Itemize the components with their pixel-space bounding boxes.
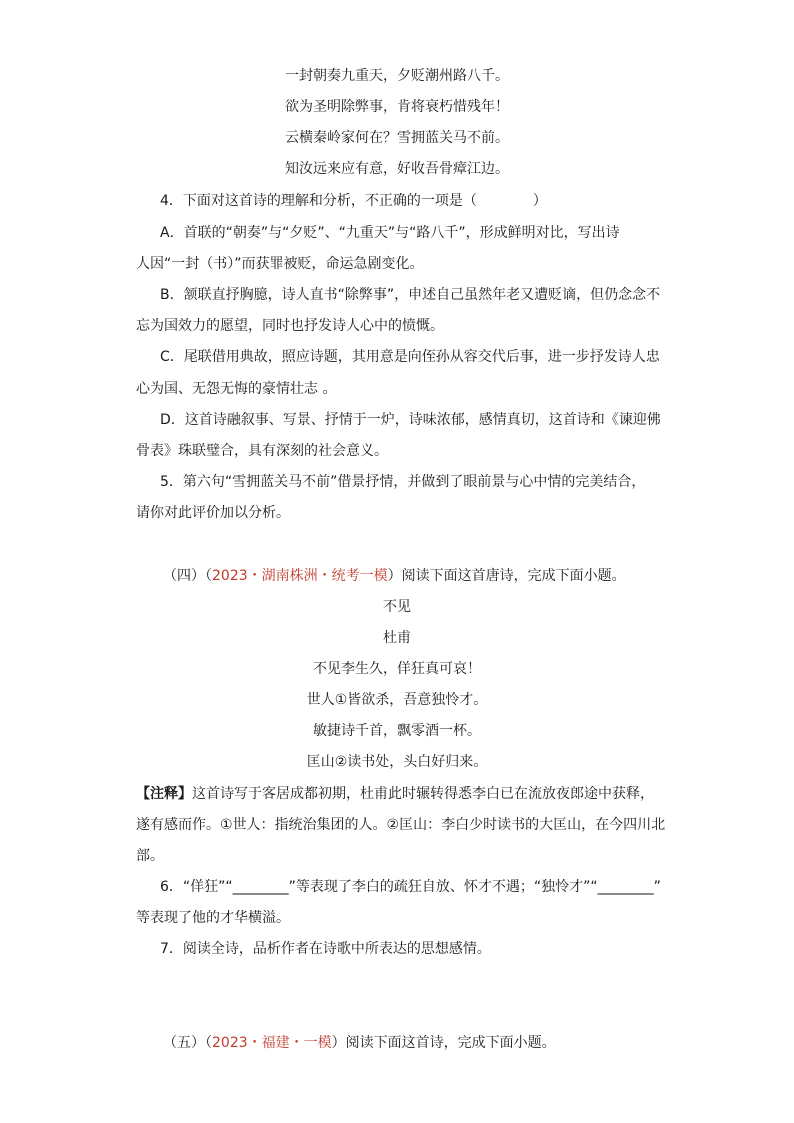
poem-title: 不见 — [383, 599, 411, 615]
section-4-header — [163, 566, 626, 586]
question-7-line1: 7．阅读全诗，品析作者在诗歌中所表达的思想感情。 — [160, 941, 491, 957]
question-6-line1: 6．“佯狂”“________”等表现了李白的疏狂自放、怀才不遇；“独怜才”“________” — [160, 879, 661, 895]
option-d-line1: D．这首诗融叙事、写景、抒情于一炉，诗味浓郁，感情真切，这首诗和《谏迎佛 — [160, 412, 661, 428]
section-4-source: 2023・湖南株洲・统考一模 — [212, 568, 388, 584]
note-text: 这首诗写于客居成都初期，杜甫此时辗转得悉李白已在流放夜郎途中获释， — [192, 786, 654, 802]
question-5-line1: 5．第六句“雪拥蓝关马不前”借景抒情，并做到了眼前景与心中情的完美结合， — [160, 474, 646, 490]
option-b-line2: 忘为国效力的愿望，同时也抒发诗人心中的愤慨。 — [136, 318, 444, 334]
poem-line: 欲为圣明除弊事，肯将衰朽惜残年！ — [285, 99, 509, 115]
option-c-line1: C．尾联借用典故，照应诗题，其用意是向侄孙从容交代后事，进一步抒发诗人忠 — [160, 349, 660, 365]
section-5-source: 2023・福建・一模 — [212, 1035, 332, 1051]
poem-line: 世人①皆欲杀，吾意独怜才。 — [306, 692, 488, 708]
poem-line: 不见李生久，佯狂真可哀！ — [313, 661, 481, 677]
section-5-prefix: （五）（ — [163, 1035, 212, 1051]
option-c-line2: 心为国、无怨无悔的豪情壮志 。 — [136, 381, 337, 397]
poem-line: 一封朝奏九重天，夕贬潮州路八千。 — [285, 68, 509, 84]
note-line2: 遂有感而作。①世人：指统治集团的人。②匡山：李白少时读书的大匡山，在今四川北 — [136, 817, 666, 833]
section-4-prefix: （四）（ — [163, 568, 212, 584]
option-a-line2: 人因“一封（书）”而获罪被贬，命运急剧变化。 — [136, 256, 424, 272]
poem-author: 杜甫 — [383, 630, 411, 646]
poem-line: 知汝远来应有意，好收吾骨瘴江边。 — [285, 161, 509, 177]
poem-line: 云横秦岭家何在？雪拥蓝关马不前。 — [285, 130, 509, 146]
question-4-stem: 4．下面对这首诗的理解和分析，不正确的一项是（ ） — [160, 193, 547, 209]
note-line1 — [136, 784, 654, 804]
section-4-suffix: ）阅读下面这首唐诗，完成下面小题。 — [387, 568, 626, 584]
note-label: 【注释】 — [136, 786, 192, 802]
poem-line: 匡山②读书处，头白好归来。 — [306, 754, 488, 770]
poem-line: 敏捷诗千首，飘零酒一杯。 — [313, 723, 481, 739]
section-5-suffix: ）阅读下面这首诗，完成下面小题。 — [331, 1035, 556, 1051]
question-6-line2: 等表现了他的才华横溢。 — [136, 910, 290, 926]
section-5-header — [163, 1033, 556, 1053]
option-b-line1: B．颔联直抒胸臆，诗人直书“除弊事”，申述自己虽然年老又遭贬谪，但仍念念不 — [160, 287, 661, 303]
option-a-line1: A．首联的“朝奏”与“夕贬”、“九重天”与“路八千”，形成鲜明对比，写出诗 — [160, 225, 620, 241]
option-d-line2: 骨表》珠联璧合，具有深刻的社会意义。 — [136, 443, 388, 459]
question-5-line2: 请你对此评价加以分析。 — [136, 505, 290, 521]
note-line3: 部。 — [136, 848, 164, 864]
